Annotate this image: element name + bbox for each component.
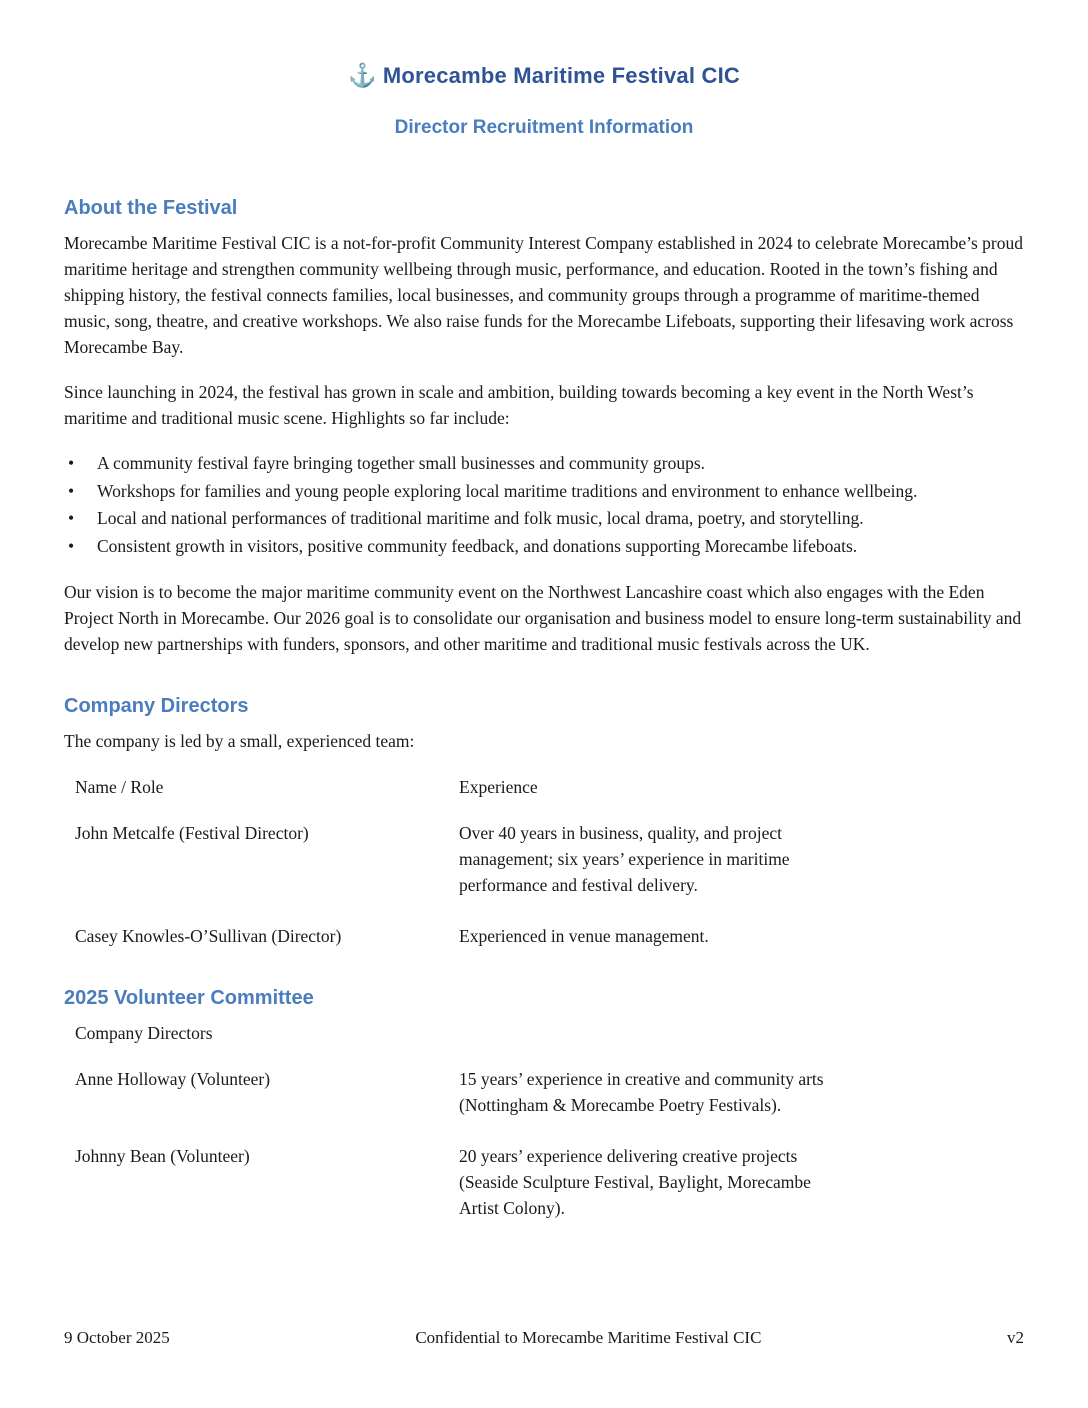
directors-table [75,774,1024,949]
footer-date: 9 October 2025 [64,1328,170,1347]
table-row [75,820,1024,898]
section-heading-directors: Company Directors [64,695,249,717]
section-heading-about: About the Festival [64,197,238,219]
highlights-list [64,450,1024,560]
document-subtitle: Director Recruitment Information [394,117,694,138]
committee-table [75,1066,1024,1221]
director-experience: Experienced in venue management. [459,926,709,946]
column-header-experience: Experience [459,777,538,797]
title-block [64,62,1024,139]
list-item: • Workshops for families and young people exploring local maritime traditions and environment to enhance wellbeing. [64,478,994,506]
committee-sublabel: Company Directors [75,1023,213,1043]
directors-intro: The company is led by a small, experienced team: [64,731,415,751]
volunteer-name: Johnny Bean (Volunteer) [75,1146,250,1166]
table-header-row [75,774,1024,800]
volunteer-name: Anne Holloway (Volunteer) [75,1069,271,1089]
page-footer [64,1328,1024,1348]
anchor-icon: ⚓ [348,62,377,88]
footer-confidentiality: Confidential to Morecambe Maritime Festival CIC [415,1328,762,1347]
column-header-name-role: Name / Role [75,777,164,797]
director-experience: Over 40 years in business, quality, and project management; six years’ experience in maritime performance and festival delivery. [459,823,790,895]
list-item: • Local and national performances of traditional maritime and folk music, local drama, poetry, and storytelling. [64,505,994,533]
document-title-text: Morecambe Maritime Festival CIC [382,63,740,88]
list-item: • A community festival fayre bringing together small businesses and community groups. [64,450,994,478]
director-name: Casey Knowles-O’Sullivan (Director) [75,926,342,946]
volunteer-experience: 15 years’ experience in creative and community arts (Nottingham & Morecambe Poetry Festivals). [459,1069,824,1115]
table-row [75,923,1024,949]
table-row [75,1143,1024,1221]
table-row [75,1066,1024,1118]
about-paragraph-2: Since launching in 2024, the festival has grown in scale and ambition, building towards becoming a key event in the North West’s maritime and traditional music scene. Highlights so far include: [64,382,974,428]
about-paragraph-3: Our vision is to become the major maritime community event on the Northwest Lancashire coast which also engages with the Eden Project North in Morecambe. Our 2026 goal is to consolidate our organisation and business model to ensure long-term sustainability and develop new partnerships with funders, sponsors, and other maritime and traditional music festivals across the UK. [64,582,1022,654]
section-heading-committee: 2025 Volunteer Committee [64,987,314,1009]
list-item: • Consistent growth in visitors, positive community feedback, and donations supporting Morecambe lifeboats. [64,533,994,561]
about-paragraph-1: Morecambe Maritime Festival CIC is a not-for-profit Community Interest Company established in 2024 to celebrate Morecambe’s proud maritime heritage and strengthen community wellbeing through music, performance, and education. Rooted in the town’s fishing and shipping history, the festival connects families, local businesses, and community groups through a programme of maritime-themed music, song, theatre, and creative workshops. We also raise funds for the Morecambe Lifeboats, supporting their lifesaving work across Morecambe Bay. [64,233,1024,357]
director-name: John Metcalfe (Festival Director) [75,823,309,843]
volunteer-experience: 20 years’ experience delivering creative projects (Seaside Sculpture Festival, Baylight, Morecambe Artist Colony). [459,1146,811,1218]
footer-version: v2 [1007,1328,1024,1347]
document-title [64,62,1024,89]
